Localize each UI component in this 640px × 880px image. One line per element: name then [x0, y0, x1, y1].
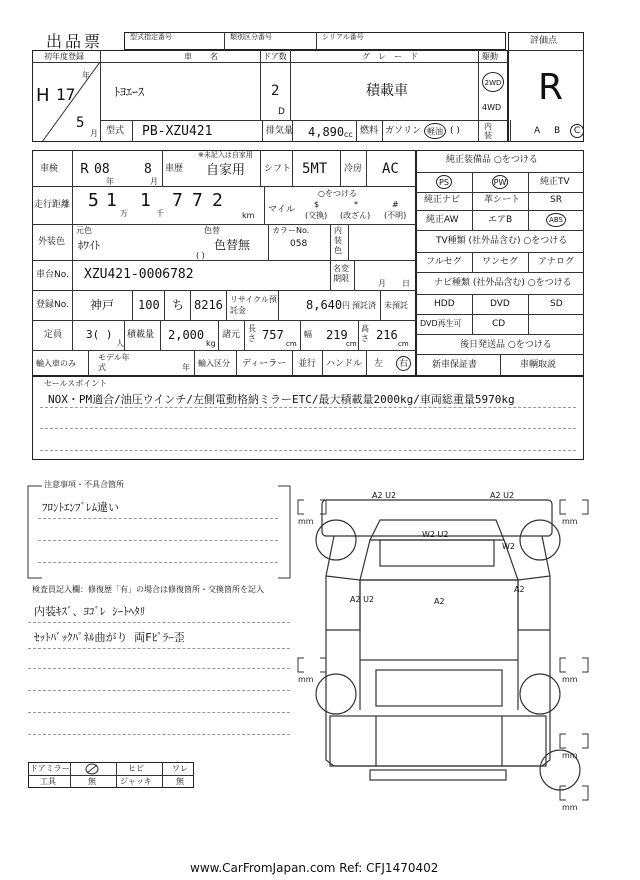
- navi-sd: SD: [550, 299, 563, 309]
- ac-value: AC: [382, 161, 399, 177]
- notes-text: ﾌﾛﾝﾄｴﾝﾌﾞﾚﾑ違い: [42, 501, 119, 514]
- reg-kana: ち: [172, 298, 185, 312]
- car-name: ﾄﾖｴｰｽ: [114, 85, 145, 99]
- reg-class: 100: [138, 298, 160, 312]
- import-model-label: モデル年式: [98, 353, 130, 372]
- doors-suffix: D: [278, 107, 285, 117]
- mm-label: mm: [562, 803, 578, 812]
- mile-exchange-symbol: $: [314, 200, 320, 209]
- inspector-label: 検査員記入欄：修復歴「有」の場合は修復箇所・交換箇所を記入: [32, 585, 264, 594]
- equip-airbag: エアB: [488, 215, 513, 225]
- fuel-label: 燃料: [360, 126, 379, 136]
- year-unit: 年: [82, 71, 90, 80]
- mileage-digit: 7: [192, 190, 203, 211]
- usage-value: 自家用: [206, 163, 246, 178]
- mm-label: mm: [562, 675, 578, 684]
- fuel-diesel-circled: 軽油: [424, 123, 446, 139]
- name-change-day: 日: [402, 279, 410, 288]
- capacity-unit: 人: [116, 339, 124, 348]
- inspector-line-1: 内装ｷｽﾞ、ﾖｺﾞﾚ ｼｰﾄﾍﾀﾘ: [34, 605, 146, 618]
- chassis-value: XZU421-0006782: [84, 267, 194, 282]
- name-change-label: 名変期限: [333, 264, 349, 283]
- mileage-digit: 1: [140, 190, 151, 211]
- chassis-label: 車台No.: [36, 270, 69, 280]
- displacement-value: 4,890: [308, 125, 345, 139]
- sales-points-label: セールスポイント: [44, 379, 108, 388]
- sheet-title: 出品票: [46, 32, 104, 51]
- fuel-other: ( ): [450, 126, 460, 136]
- reg-number: 8216: [194, 298, 223, 312]
- drive-2wd-circled: 2WD: [482, 72, 504, 92]
- door-label: ドア数: [263, 52, 287, 61]
- type-designation-label: 型式指定番号: [130, 33, 172, 41]
- hibi-label: ヒビ: [128, 764, 144, 773]
- ware-label: ワレ: [172, 764, 188, 773]
- height-unit: cm: [398, 340, 409, 348]
- repaint-label: 色替: [204, 226, 220, 235]
- damage-mark: W2: [502, 542, 515, 551]
- damage-mark: A2 U2: [350, 595, 375, 604]
- length-label: 長さ: [248, 324, 256, 343]
- width-label: 幅: [304, 330, 312, 339]
- recycle-status-paid: 預託済: [352, 301, 376, 310]
- equip-genuine-aw: 純正AW: [426, 215, 459, 225]
- vehicle-damage-diagram: [290, 480, 590, 820]
- damage-mark: A2: [514, 585, 525, 594]
- original-color-label: 元色: [76, 226, 92, 235]
- reg-area: 神戸: [90, 298, 115, 312]
- shift-label: シフト: [264, 164, 292, 174]
- dims-label: 諸元: [222, 330, 241, 340]
- height-value: 216: [376, 328, 398, 342]
- model-value: PB-XZU421: [142, 124, 213, 139]
- color-no-label: カラーNo.: [272, 226, 310, 235]
- recycle-unit: 円: [342, 301, 350, 310]
- jack-label: ジャッキ: [120, 777, 152, 786]
- inspection-era: R: [80, 162, 90, 177]
- inspection-month-unit: 月: [150, 177, 158, 186]
- damage-mark: A2 U2: [490, 491, 515, 500]
- dealer-option: ディーラー: [242, 359, 287, 369]
- mileage-digit: 5: [88, 190, 99, 211]
- equip-genuine-navi: 純正ナビ: [424, 195, 461, 205]
- ac-label: 冷房: [344, 164, 363, 174]
- import-model-unit: 年: [182, 363, 190, 372]
- width-value: 219: [326, 328, 348, 342]
- genuine-label: 純正装備品 ○をつける: [446, 155, 538, 165]
- equip-abs-circled: ABS: [546, 213, 566, 227]
- later-manual: 車輌取説: [520, 360, 557, 370]
- category-label: 類別区分番号: [230, 33, 272, 41]
- mm-label: mm: [298, 675, 314, 684]
- navi-cd: CD: [492, 319, 506, 329]
- usage-label: 車歴: [165, 164, 184, 174]
- mile-circle-note: ○をつける: [318, 189, 357, 198]
- header-id-boxes: [124, 32, 506, 50]
- interior-color-label: 内装色: [334, 226, 342, 255]
- grade-label: グレード: [362, 52, 426, 61]
- first-reg-month: 5: [76, 115, 85, 131]
- later-warranty: 新車保証書: [432, 360, 478, 370]
- mile-exchange: (交換): [305, 211, 328, 220]
- recycle-status-unpaid: 未預託: [384, 301, 408, 310]
- drive-4wd: 4WD: [482, 103, 502, 112]
- mileage-unit: km: [242, 211, 255, 220]
- tools-label: 工具: [40, 777, 56, 786]
- sales-points-box: [32, 376, 584, 460]
- sales-points-text: NOX・PM適合/油圧ウインチ/左側電動格納ミラーETC/最大積載量2000kg/車両総重量5970kg: [48, 393, 515, 406]
- jack-value: 無: [176, 777, 184, 786]
- notes-label: 注意事項・不具合箇所: [44, 480, 124, 489]
- mile-tamper-symbol: *: [354, 200, 358, 209]
- inspection-label: 車検: [40, 164, 59, 174]
- equip-leather: 革シート: [484, 195, 521, 205]
- tv-fullseg: フルセグ: [426, 257, 462, 267]
- mile-unknown-symbol: #: [392, 200, 399, 209]
- damage-mark: W2 U2: [422, 530, 449, 539]
- color-no-value: 058: [290, 239, 308, 249]
- mm-label: mm: [562, 517, 578, 526]
- original-color-value: ﾎﾜｲﾄ: [78, 239, 100, 252]
- recycle-label: リサイクル預託金: [230, 295, 277, 315]
- length-unit: cm: [286, 340, 297, 348]
- shift-value: 5MT: [302, 161, 328, 177]
- width-unit: cm: [346, 340, 357, 348]
- first-reg-year: 17: [56, 85, 76, 104]
- capacity-label: 定員: [44, 330, 63, 340]
- repaint-value: 色替無: [214, 238, 251, 252]
- score-value: R: [538, 67, 564, 108]
- import-label: 輸入車のみ: [36, 359, 76, 368]
- handle-left: 左: [374, 359, 384, 369]
- equip-ps-circled: PS: [436, 175, 452, 189]
- notes-bracket: [26, 484, 292, 584]
- exterior-color-label: 外装色: [38, 237, 66, 247]
- equip-pw-circled: PW: [492, 175, 508, 189]
- name-change-month: 月: [378, 279, 386, 288]
- inspector-line-2: ｾｯﾄﾊﾞｯｸﾊﾟﾈﾙ曲がり 両Fﾋﾟﾗｰ歪: [34, 631, 185, 644]
- car-name-label: 車名: [184, 52, 236, 61]
- displacement-label: 排気量: [266, 126, 294, 136]
- drive-label: 駆動: [482, 52, 498, 61]
- displacement-unit: cc: [344, 130, 353, 139]
- mileage-digit: 1: [106, 190, 117, 211]
- inspection-year: 08: [94, 162, 110, 177]
- serial-label: シリアル番号: [322, 33, 364, 41]
- capacity-value: 3( ): [86, 328, 113, 341]
- door-mirror-label: ドアミラー: [30, 764, 70, 773]
- mileage-man-unit: 万: [120, 209, 128, 218]
- usage-note: ※未記入は自家用: [198, 151, 253, 159]
- mileage-sen-unit: 千: [156, 209, 164, 218]
- era-divider-line: [32, 62, 100, 142]
- mile-unknown: (不明): [384, 211, 407, 220]
- equip-genuine-tv: 純正TV: [540, 177, 570, 187]
- inspection-month: 8: [144, 162, 152, 177]
- reg-label: 登録No.: [36, 300, 69, 310]
- first-reg-label: 初年度登録: [44, 52, 84, 61]
- first-reg-era: H: [36, 85, 50, 106]
- navi-type-label: ナビ種類 (社外品含む) ○をつける: [434, 278, 572, 288]
- mileage-label: 走行距離: [34, 200, 71, 210]
- month-unit: 月: [90, 129, 98, 138]
- length-value: 757: [262, 328, 284, 342]
- mm-label: mm: [298, 517, 314, 526]
- doors-value: 2: [271, 83, 280, 99]
- mileage-digit: 7: [172, 190, 183, 211]
- navi-dvd: DVD: [490, 299, 510, 309]
- equip-sr: SR: [550, 195, 562, 205]
- tv-oneseg: ワンセグ: [482, 257, 519, 267]
- interior-label: 内装: [484, 122, 492, 140]
- damage-mark: A2: [434, 597, 445, 606]
- fuel-gasoline: ガソリン: [385, 126, 422, 136]
- footer-ref: www.CarFromJapan.com Ref: CFJ1470402: [190, 861, 439, 875]
- later-shipment-label: 後日発送品 ○をつける: [460, 340, 552, 350]
- recycle-amount: 8,640: [306, 298, 343, 312]
- mile-label: マイル: [268, 205, 295, 215]
- tv-analog: アナログ: [538, 257, 575, 267]
- load-unit: kg: [206, 339, 216, 348]
- mm-label: mm: [562, 751, 578, 760]
- height-label: 高さ: [361, 324, 369, 343]
- handle-label: ハンドル: [326, 359, 363, 369]
- grade-value: 積載車: [366, 83, 408, 99]
- parallel-option: 並行: [298, 359, 317, 369]
- interior-a: A: [534, 126, 541, 136]
- score-label: 評価点: [530, 36, 558, 46]
- model-label: 型式: [106, 126, 125, 136]
- mirror-check-icon: [84, 763, 100, 775]
- mileage-digit: 2: [212, 190, 223, 211]
- mile-tamper: (改ざん): [340, 211, 371, 220]
- navi-hdd: HDD: [434, 299, 455, 309]
- inspection-year-unit: 年: [106, 177, 114, 186]
- interior-c-circled: C: [570, 124, 584, 138]
- tools-value: 無: [88, 777, 96, 786]
- tv-type-label: TV種類 (社外品含む) ○をつける: [436, 236, 568, 246]
- damage-mark: A2 U2: [372, 491, 397, 500]
- load-value: 2,000: [168, 328, 205, 342]
- repaint-paren: ( ): [196, 251, 205, 260]
- load-label: 積載量: [127, 330, 155, 340]
- navi-dvd-player: DVD再生可: [420, 319, 462, 328]
- handle-right-circled: 右: [396, 356, 411, 371]
- import-class-label: 輸入区分: [198, 359, 230, 368]
- interior-b: B: [554, 126, 561, 136]
